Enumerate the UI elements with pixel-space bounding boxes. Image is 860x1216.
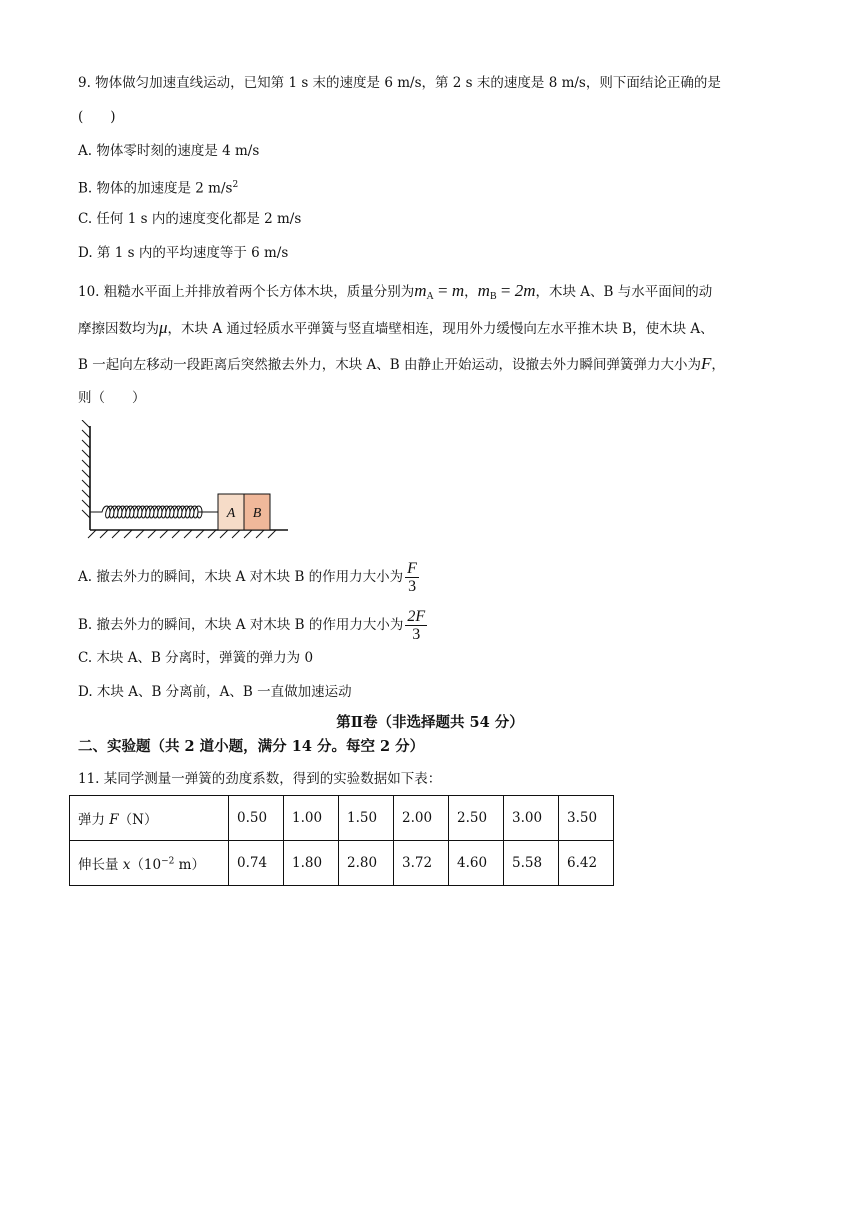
q10-f: F xyxy=(700,354,712,373)
q10-option-c: C. 木块 A、B 分离时，弹簧的弹力为 0 xyxy=(78,650,314,666)
volume-title: 第Ⅱ卷（非选择题共 54 分） xyxy=(336,714,524,731)
row2-header-sup: −2 xyxy=(161,856,175,867)
part-title: 二、实验题（共 2 道小题，满分 14 分。每空 2 分） xyxy=(78,738,425,755)
q10-option-a-fraction xyxy=(405,560,419,595)
q10-line2-b: ，木块 A 通过轻质水平弹簧与竖直墙壁相连，现用外力缓慢向左水平推木块 B，使木块 A、 xyxy=(167,321,714,337)
q10-line2-a: 摩擦因数均为 xyxy=(78,321,159,337)
q10-option-b-den: 3 xyxy=(412,626,421,643)
q10-line3-a: B 一起向左移动一段距离后突然撤去外力，木块 A、B 由静止开始运动，设撤去外力瞬间弹簧弹力大小为 xyxy=(78,357,701,373)
row2-header-a: 伸长量 xyxy=(78,857,123,873)
block-a-label: A xyxy=(226,506,236,521)
q10-line1-a: 10. 粗糙水平面上并排放着两个长方体木块，质量分别为 xyxy=(78,284,415,300)
q10-mu: μ xyxy=(159,318,168,337)
q10-line2 xyxy=(78,318,714,339)
spring-data-table xyxy=(69,795,614,886)
q9-option-d: D. 第 1 s 内的平均速度等于 6 m/s xyxy=(78,245,289,261)
table-cell: 2.00 xyxy=(394,796,449,841)
q10-ma-eq: = xyxy=(433,281,452,300)
q9-paren: ( ) xyxy=(78,109,116,125)
q10-option-b-fraction xyxy=(405,608,427,643)
q10-option-b xyxy=(78,608,427,643)
q10-line1 xyxy=(78,281,712,307)
q9-option-b-text: B. 物体的加速度是 2 m/s xyxy=(78,180,233,197)
q10-line3 xyxy=(78,354,725,375)
table-cell: 0.74 xyxy=(229,841,284,886)
q10-option-a xyxy=(78,560,419,595)
table-cell: 2.80 xyxy=(339,841,394,886)
q9-option-b xyxy=(78,175,238,199)
q10-mb-symbol xyxy=(478,281,536,300)
q9-stem: 9. 物体做匀加速直线运动，已知第 1 s 末的速度是 6 m/s，第 2 s 末的速度是 8 m/s，则下面结论正确的是 xyxy=(78,75,721,91)
q10-option-a-num: F xyxy=(407,560,417,577)
q10-option-b-num: 2F xyxy=(407,608,426,625)
row1-header-a: 弹力 xyxy=(78,812,110,828)
floor-hatching xyxy=(88,530,276,538)
table-cell: 1.00 xyxy=(284,796,339,841)
table-cell: 3.50 xyxy=(559,796,614,841)
spring-blocks-figure xyxy=(76,420,296,540)
row1-header xyxy=(70,796,229,841)
q10-line4: 则（ ） xyxy=(78,390,146,406)
table-cell: 0.50 xyxy=(229,796,284,841)
q10-ma-sub: A xyxy=(426,291,434,302)
q9-option-a: A. 物体零时刻的速度是 4 m/s xyxy=(78,143,260,159)
q10-option-d: D. 木块 A、B 分离前，A、B 一直做加速运动 xyxy=(78,684,352,700)
wall-hatching xyxy=(82,420,90,518)
q10-ma-symbol xyxy=(414,281,464,300)
table-row xyxy=(70,796,614,841)
row1-header-var: F xyxy=(109,812,119,828)
table-cell: 1.80 xyxy=(284,841,339,886)
q10-line3-b: ， xyxy=(711,357,725,373)
q10-mb-val: 2m xyxy=(514,281,536,300)
table-cell: 6.42 xyxy=(559,841,614,886)
q10-option-a-text: A. 撤去外力的瞬间，木块 A 对木块 B 的作用力大小为 xyxy=(78,569,404,585)
table-cell: 1.50 xyxy=(339,796,394,841)
table-cell: 2.50 xyxy=(449,796,504,841)
q10-ma-m: m xyxy=(414,281,427,300)
table-cell: 3.00 xyxy=(504,796,559,841)
table-cell: 3.72 xyxy=(394,841,449,886)
q10-line1-b: ，木块 A、B 与水平面间的动 xyxy=(535,284,713,300)
table-row xyxy=(70,841,614,886)
q10-mb-eq: = xyxy=(496,281,515,300)
q10-comma: ， xyxy=(464,284,478,300)
table-cell: 4.60 xyxy=(449,841,504,886)
q9-option-c: C. 任何 1 s 内的速度变化都是 2 m/s xyxy=(78,211,302,227)
q10-option-a-den: 3 xyxy=(408,578,417,595)
row2-header-var: x xyxy=(122,857,131,873)
row1-header-b: （N） xyxy=(118,812,158,828)
q10-option-b-text: B. 撤去外力的瞬间，木块 A 对木块 B 的作用力大小为 xyxy=(78,617,404,633)
q10-mb-m: m xyxy=(477,281,490,300)
row2-header-c: m） xyxy=(174,857,205,873)
row2-header-b: （10 xyxy=(130,857,162,873)
q9-option-b-sup: 2 xyxy=(232,180,239,190)
spring xyxy=(90,506,218,518)
q11-stem: 11. 某同学测量一弹簧的劲度系数，得到的实验数据如下表： xyxy=(78,771,442,787)
row2-header xyxy=(70,841,229,886)
q10-mb-sub: B xyxy=(489,291,497,302)
table-cell: 5.58 xyxy=(504,841,559,886)
q10-ma-val: m xyxy=(451,281,465,300)
block-b-label: B xyxy=(252,506,262,521)
